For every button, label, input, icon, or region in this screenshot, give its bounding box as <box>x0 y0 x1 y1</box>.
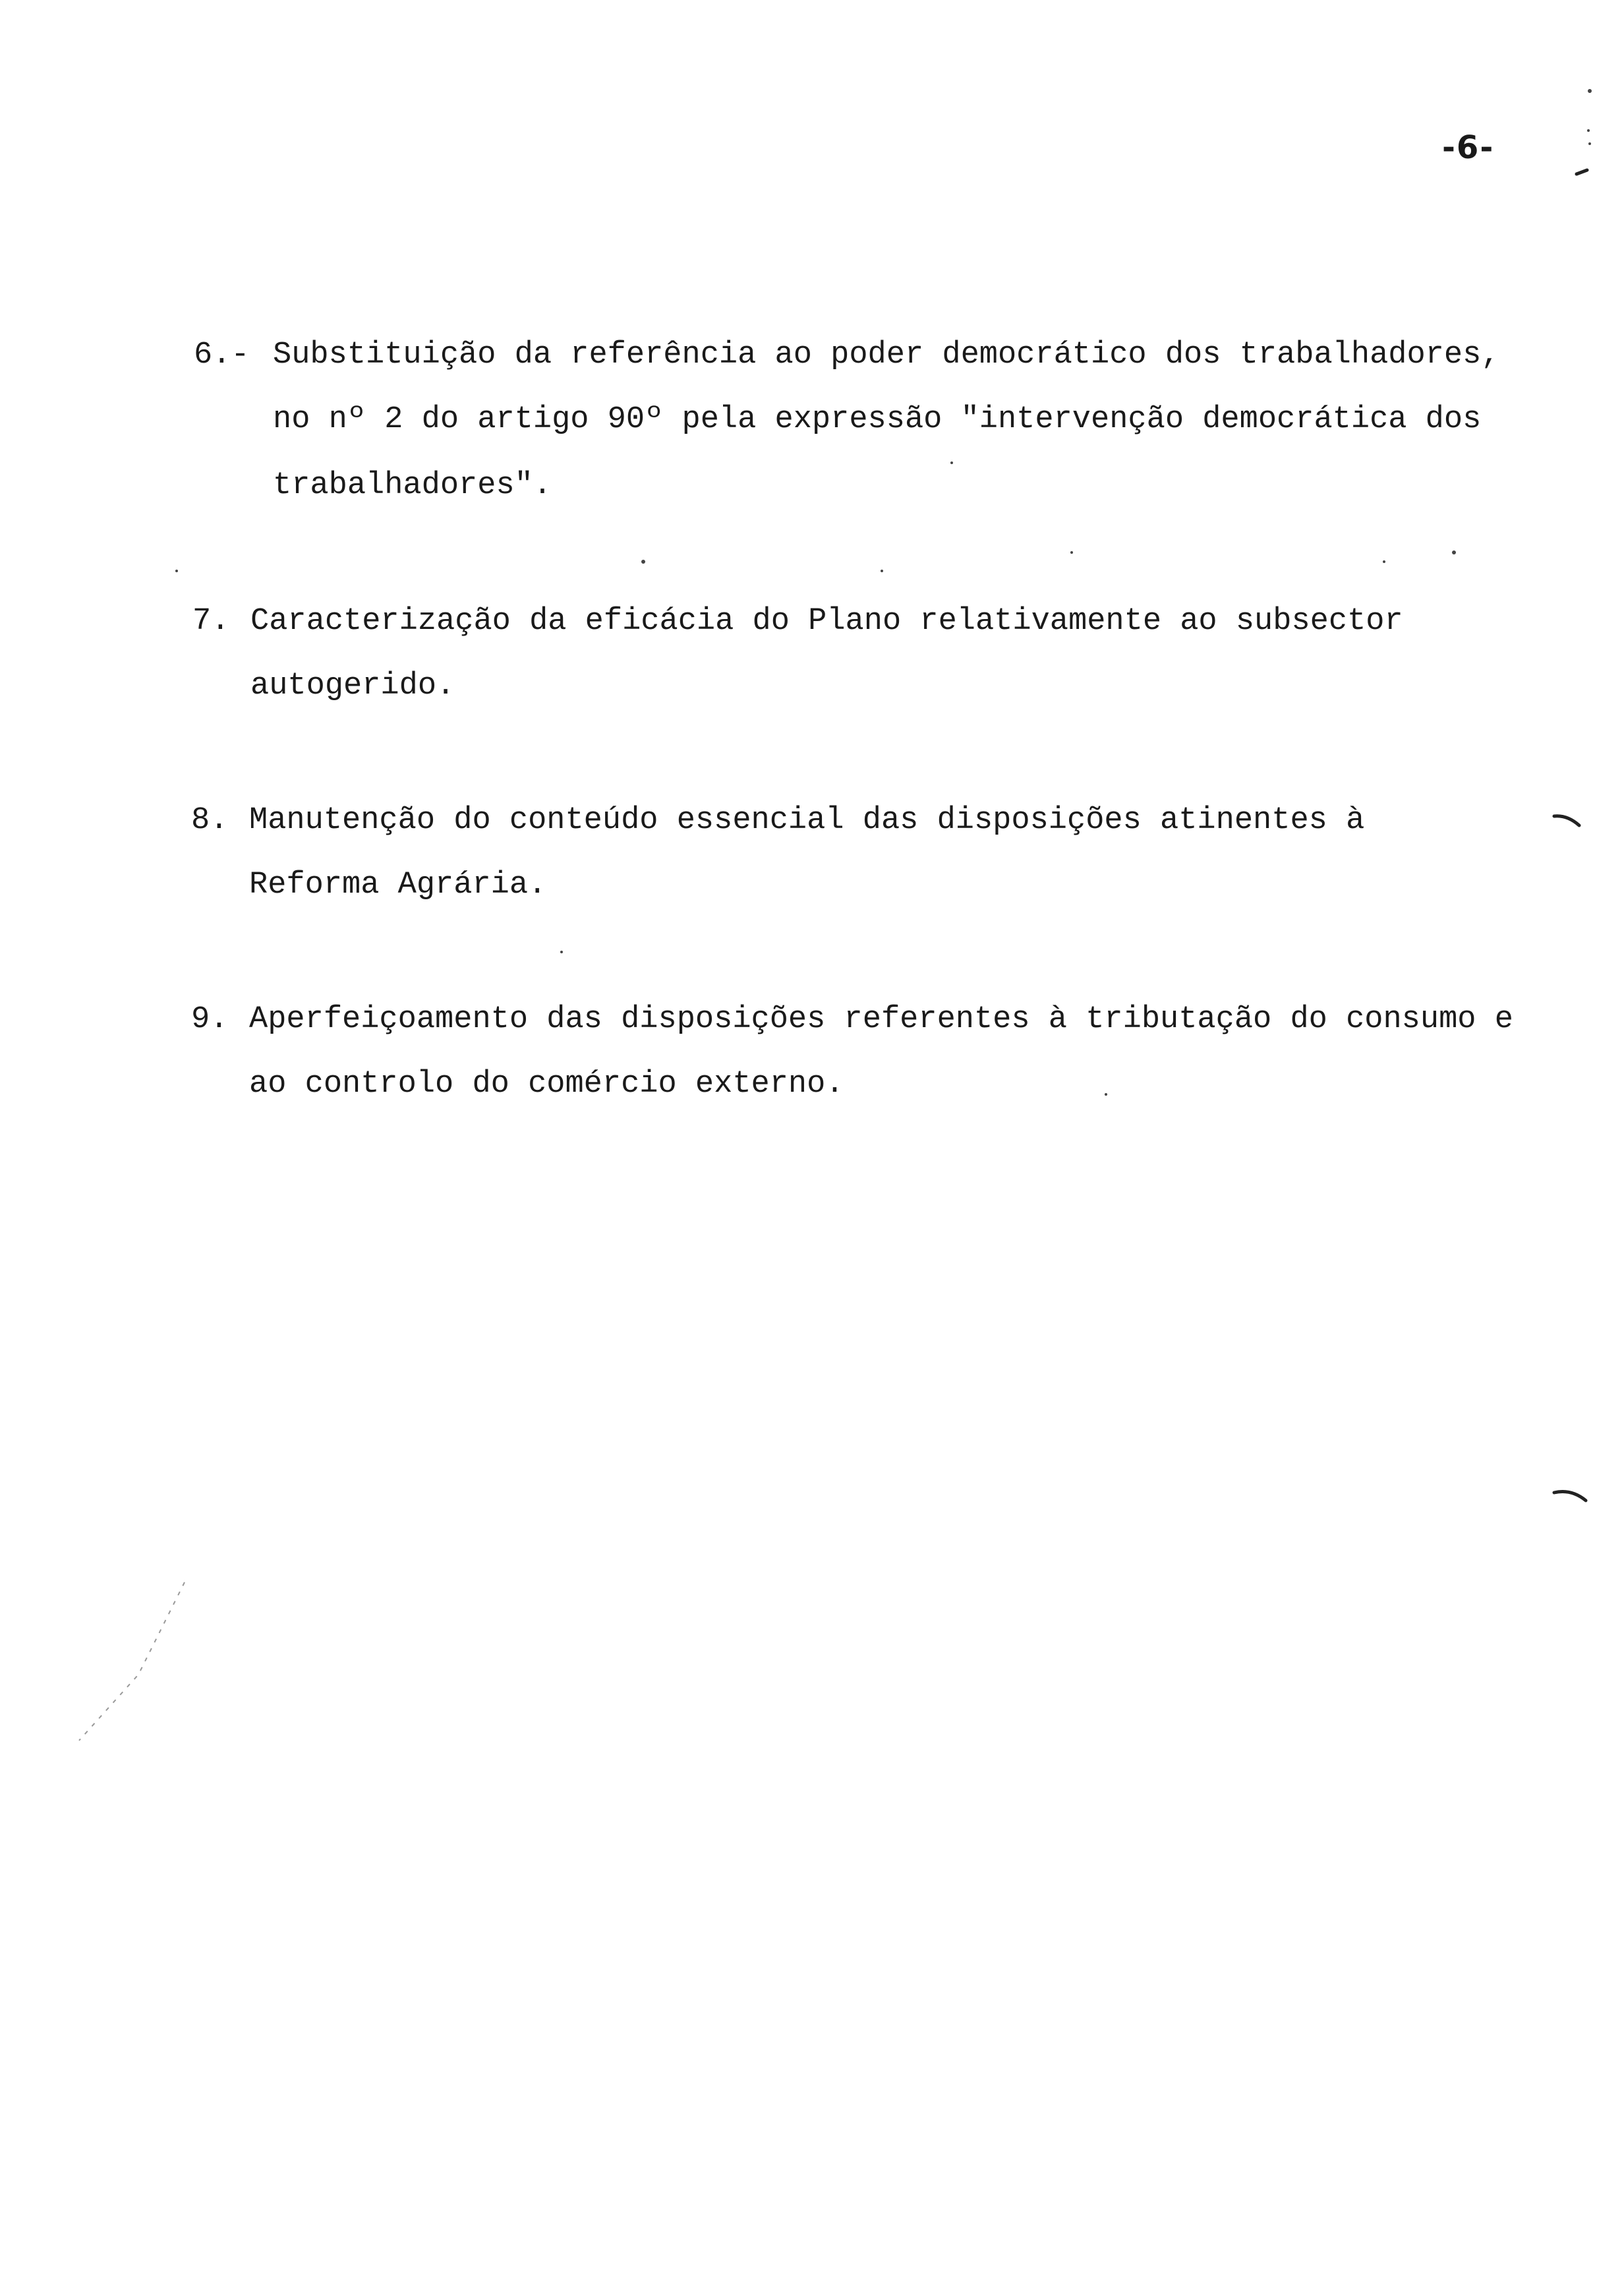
faint-stroke <box>79 1582 185 1740</box>
item-text-line: trabalhadores". <box>273 468 552 503</box>
edge-marks <box>1554 170 1587 1501</box>
item-text-line: Caracterização da eficácia do Plano relativamente ao subsector <box>250 604 1403 639</box>
item-text-line: ao controlo do comércio externo. <box>249 1067 844 1102</box>
page-number: -6- <box>1442 129 1495 166</box>
item-text-line: Aperfeiçoamento das disposições referentes à tributação do consumo e <box>249 1002 1513 1037</box>
item-text-line: no nº 2 do artigo 90º pela expressão "intervenção democrática dos <box>273 402 1482 437</box>
item-number: 9. <box>191 1002 229 1037</box>
scan-specks <box>175 89 1592 1096</box>
item-text-line: autogerido. <box>250 669 455 703</box>
item-number: 8. <box>191 803 229 838</box>
item-text-line: Substituição da referência ao poder democrático dos trabalhadores, <box>273 338 1500 372</box>
item-text-line: Manutenção do conteúdo essencial das disposições atinentes à <box>249 803 1365 838</box>
item-text-line: Reforma Agrária. <box>249 868 547 903</box>
item-number: 6.- <box>194 338 250 372</box>
item-number: 7. <box>192 604 230 639</box>
